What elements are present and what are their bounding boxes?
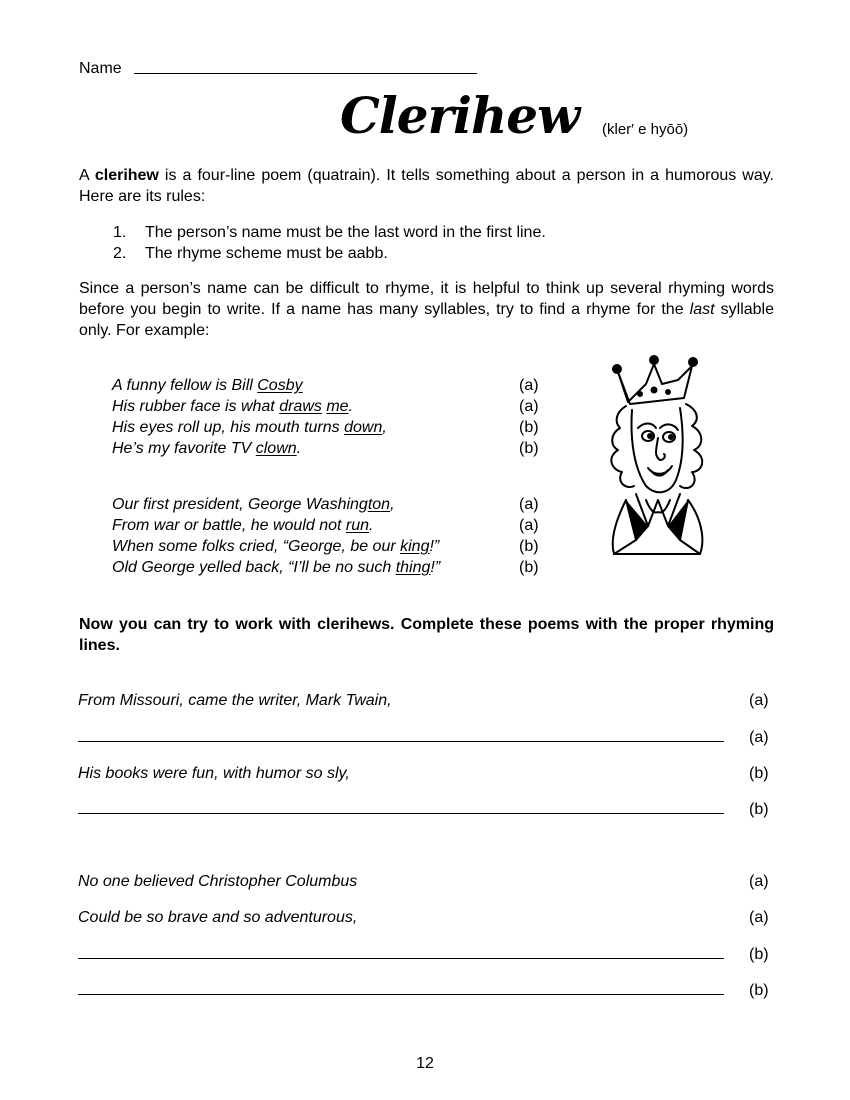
name-label: Name bbox=[79, 60, 122, 77]
poem-text: . bbox=[369, 517, 374, 534]
pronunciation: (kler′ e hyōō) bbox=[602, 121, 689, 138]
para2-before: Since a person’s name can be difficult to rhyme, it is helpful to think up several rhyming words before you begin to write. If a name has many syllables, try to find a rhyme for the bbox=[79, 280, 774, 318]
poem-text: !” bbox=[429, 538, 440, 555]
rhyme-tag: (a) bbox=[749, 873, 769, 890]
para2-emphasis: last bbox=[689, 301, 715, 318]
intro-rest: is a four-line poem (quatrain). It tells something about a person in a humorous way. Here are its rules: bbox=[79, 167, 775, 205]
rhyme-word: king bbox=[400, 538, 430, 555]
rule-text: The person’s name must be the last word in the first line. bbox=[145, 224, 546, 241]
poem-text: , bbox=[390, 496, 395, 513]
intro-term: clerihew bbox=[94, 167, 159, 184]
poem-text: Our first president, George Washing bbox=[112, 496, 368, 513]
rhyme-tag: (b) bbox=[519, 440, 539, 457]
rhyme-tag: (b) bbox=[519, 419, 539, 436]
poem-text: His rubber face is what bbox=[112, 398, 280, 415]
poem-text: His eyes roll up, his mouth turns bbox=[112, 419, 345, 436]
crown-icon bbox=[618, 364, 692, 404]
poem-line bbox=[112, 377, 303, 395]
poem-text: . bbox=[348, 398, 354, 415]
poem-line bbox=[112, 517, 373, 535]
rhyme-word: Cosby bbox=[257, 377, 303, 394]
poem-text: A funny fellow is Bill bbox=[112, 377, 258, 394]
exercise-line: No one believed Christopher Columbus bbox=[78, 873, 358, 890]
rhyme-tag: (a) bbox=[519, 377, 539, 394]
rule-item bbox=[113, 243, 546, 264]
rule-number: 2. bbox=[113, 245, 127, 262]
rhyme-tag: (b) bbox=[749, 946, 769, 963]
poem-line bbox=[112, 496, 395, 514]
rhyme-tag: (a) bbox=[519, 517, 539, 534]
rhyme-word: ton bbox=[367, 496, 391, 513]
rhyme-tag: (a) bbox=[749, 692, 769, 709]
answer-blank-line[interactable] bbox=[78, 994, 724, 995]
rules-list bbox=[113, 222, 546, 264]
king-illustration bbox=[596, 350, 721, 570]
page-title: Clerihew bbox=[340, 86, 580, 145]
poem-line bbox=[112, 559, 440, 577]
poem-text: , bbox=[382, 419, 387, 436]
poem-text: From war or battle, he would not bbox=[112, 517, 346, 534]
explanation-paragraph bbox=[79, 278, 774, 341]
exercise-line: From Missouri, came the writer, Mark Twain, bbox=[78, 692, 392, 709]
poem-text: !” bbox=[430, 559, 441, 576]
rhyme-tag: (b) bbox=[749, 765, 769, 782]
poem-line bbox=[112, 419, 387, 437]
rhyme-word: thing bbox=[395, 559, 431, 576]
answer-blank-line[interactable] bbox=[78, 813, 724, 814]
rhyme-word: clown bbox=[255, 440, 297, 457]
rhyme-tag: (a) bbox=[749, 729, 769, 746]
poem-line bbox=[112, 440, 301, 458]
rhyme-tag: (b) bbox=[519, 538, 539, 555]
rule-number: 1. bbox=[113, 224, 127, 241]
rhyme-tag: (a) bbox=[519, 496, 539, 513]
poem-line bbox=[112, 538, 439, 556]
name-blank-line[interactable] bbox=[134, 73, 477, 74]
poem-line bbox=[112, 398, 353, 416]
poem-text: Old George yelled back, “I’ll be no such bbox=[112, 559, 396, 576]
rhyme-word: me bbox=[326, 398, 349, 415]
rhyme-tag: (a) bbox=[749, 909, 769, 926]
rhyme-tag: (b) bbox=[519, 559, 539, 576]
poem-text: When some folks cried, “George, be our bbox=[112, 538, 401, 555]
page-number: 12 bbox=[416, 1055, 434, 1072]
rhyme-tag: (b) bbox=[749, 982, 769, 999]
para2-after: syllable only. For example: bbox=[79, 301, 774, 339]
rhyme-word: draws bbox=[279, 398, 322, 415]
exercise-line: His books were fun, with humor so sly, bbox=[78, 765, 350, 782]
rule-text: The rhyme scheme must be aabb. bbox=[145, 245, 388, 262]
rule-item bbox=[113, 222, 546, 243]
poem-text: He’s my favorite TV bbox=[112, 440, 256, 457]
rhyme-tag: (a) bbox=[519, 398, 539, 415]
instructions: Now you can try to work with clerihews. Complete these poems with the proper rhyming lines. bbox=[79, 616, 774, 654]
poem-text: . bbox=[296, 440, 302, 457]
intro-a: A bbox=[79, 167, 95, 184]
intro-paragraph bbox=[79, 165, 774, 207]
answer-blank-line[interactable] bbox=[78, 958, 724, 959]
answer-blank-line[interactable] bbox=[78, 741, 724, 742]
rhyme-word: run bbox=[345, 517, 370, 534]
rhyme-tag: (b) bbox=[749, 801, 769, 818]
rhyme-word: down bbox=[344, 419, 383, 436]
exercise-line: Could be so brave and so adventurous, bbox=[78, 909, 358, 926]
